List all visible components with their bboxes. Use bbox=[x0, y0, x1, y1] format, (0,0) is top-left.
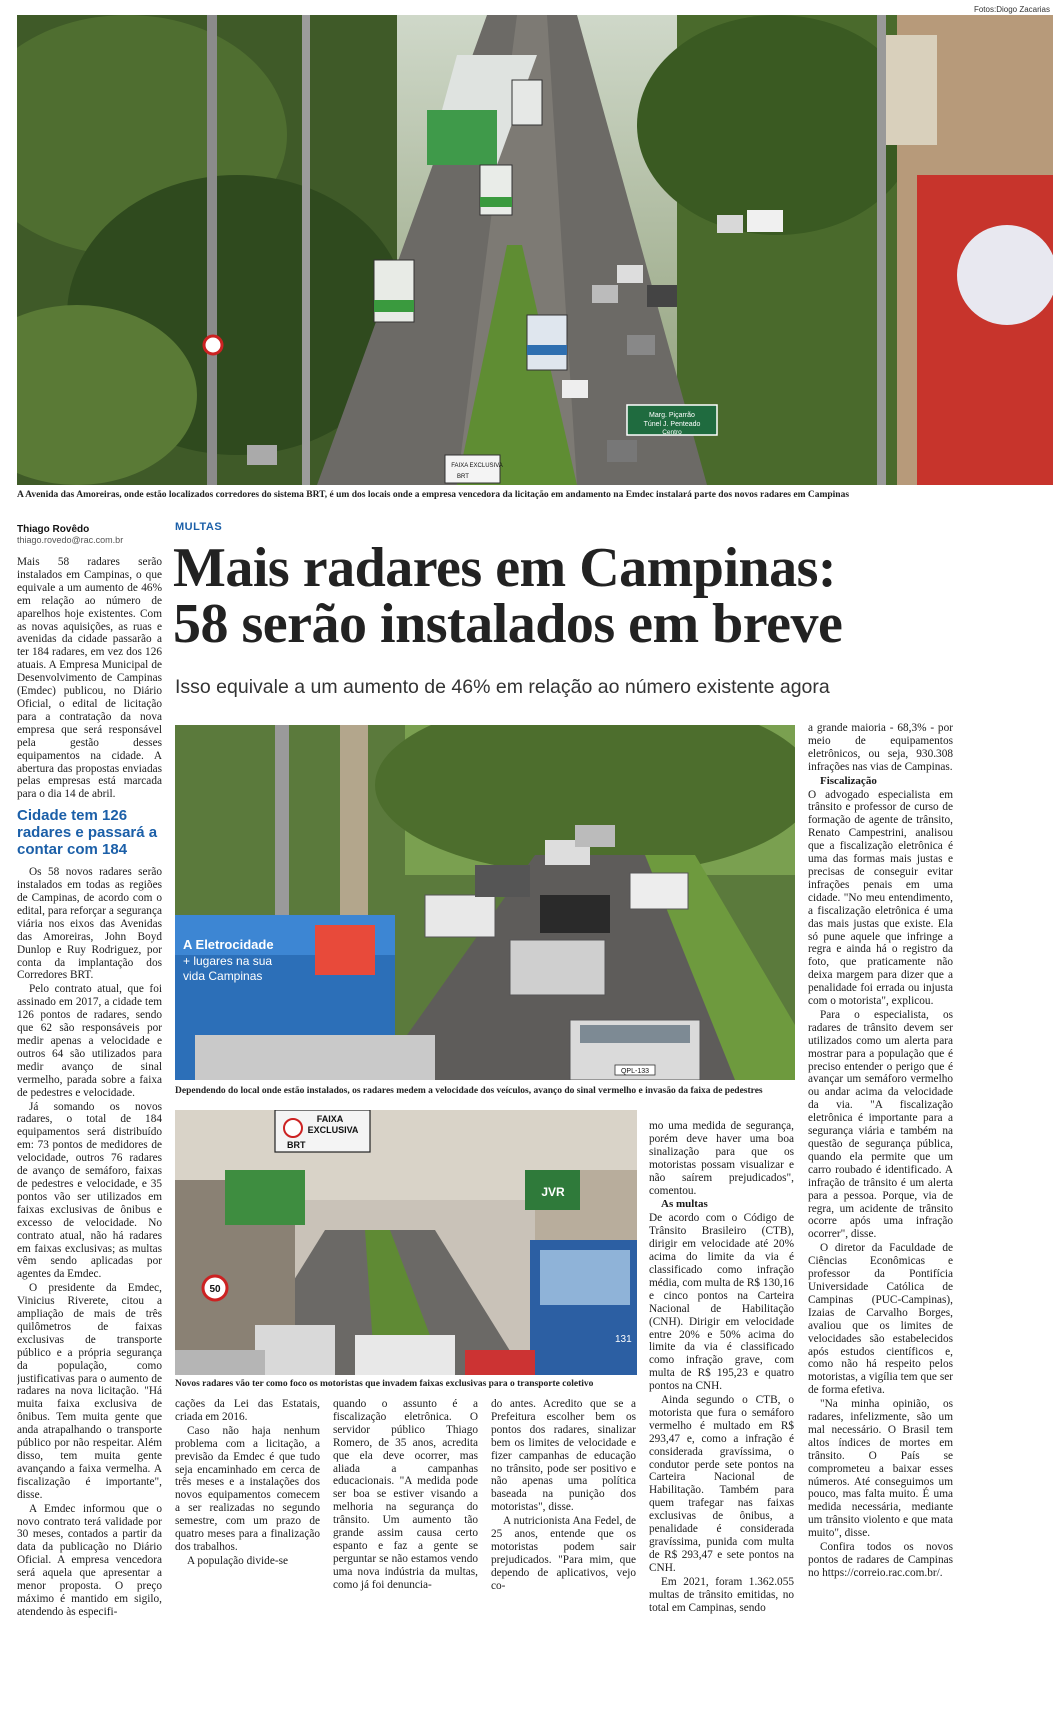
col1-paragraph: Mais 58 radares serão instalados em Campinas, o que equivale a um aumento de 46% em relação ao número de aparelhos hoje existentes. Com as novas aquisições, as ruas e avenidas da cidade passarão a ter 184 radares, em vez dos 126 atuais. A Empresa Municipal de Desenvolvimento de Campinas (Emdec) publicou, no Diário Oficial, o edital de licitação para a contratação da nova empresa que será responsável pela gestão desses equipamentos na cidade. A abertura das propostas enviadas pelas empresas está marcada para o dia 14 de abril. bbox=[17, 556, 162, 801]
article-column-4 bbox=[491, 1398, 636, 1716]
photo3-caption: Novos radares vão ter como foco os motoristas que invadem faixas exclusivas para o transporte coletivo bbox=[175, 1379, 594, 1389]
col1-paragraph: O presidente da Emdec, Vinicius Riverete, citou a ampliação de mais de três quilômetros de faixas exclusivas de transporte público e a própria segurança da população, como justificativas para o aumento de radares na nova licitação. "Há muita faixa exclusiva de ônibus. Tem muita gente que anda atrapalhando o transporte público por não respeitar. Além disso, tem muita gente avançando a faixa vermelha. A fiscalização é importante", disse. bbox=[17, 1282, 162, 1501]
headline-line-2: 58 serão instalados em breve bbox=[173, 593, 843, 655]
col6-paragraph: a grande maioria - 68,3% - por meio de equipamentos eletrônicos, ou seja, 930.308 infrações nas vias de Campinas. bbox=[808, 722, 953, 773]
bus-text-1: A Eletrocidade bbox=[183, 937, 274, 952]
col5-paragraph: mo uma medida de segurança, porém deve haver uma boa sinalização para que os motoristas possam visualizar e não saírem prejudicados", comentou. bbox=[649, 1120, 794, 1197]
author-block bbox=[17, 524, 167, 545]
car-plate: QPL-133 bbox=[620, 1068, 650, 1075]
col3-paragraph: quando o assunto é a fiscalização eletrônica. O servidor público Thiago Romero, de 35 anos, acredita que ela deve ocorrer, mas aliada a campanhas educacionais. "A medida pode ser boa se estiver visando a melhoria na segurança do trânsito. Um aumento tão grande assim causa certo espanto e faz a gente se perguntar se não estamos vendo uma nova indústria da multas, como já foi denuncia- bbox=[333, 1398, 478, 1591]
col6-paragraph: Para o especialista, os radares de trânsito devem ser utilizados como um alerta para mostrar para a população que é preciso entender o perigo que é avançar um semáforo vermelho ou andar acima da velocidade da via. "A fiscalização eletrônica é importante para a segurança viária e também na questão de segurança pública, quando ela permite que um carro roubado é identificado. A infração de trânsito é um alerta para a pessoa. Porque, via de regra, um acidente de trânsito ocorre após uma infração ocorrer", disse. bbox=[808, 1008, 953, 1241]
col2-paragraph: A população divide-se bbox=[187, 1554, 289, 1567]
photo-brt-lane bbox=[175, 1110, 637, 1375]
col6-paragraph: "Na minha opinião, os radares, infelizmente, são um mal necessário. O Brasil tem altos índices de mortes em trânsito. O País se comprometeu a baixar esses números. Até conseguimos um pouco, mas falta muito. É uma medida necessária, mediante um trânsito violento e que mata muito", disse. bbox=[808, 1398, 953, 1540]
bus-text-3: vida Campinas bbox=[183, 969, 263, 983]
sign-text-2: Túnel J. Penteado bbox=[643, 421, 701, 428]
col5-paragraph: Em 2021, foram 1.362.055 multas de trânsito emitidas, no total em Campinas, sendo bbox=[649, 1575, 794, 1614]
lane-sign-sub: BRT bbox=[457, 474, 469, 480]
col2-paragraph: cações da Lei das Estatais, criada em 2016. bbox=[175, 1398, 320, 1423]
sign-exclusiva: EXCLUSIVA bbox=[307, 1125, 359, 1135]
col4-paragraph: do antes. Acredito que se a Prefeitura escolher bem os pontos dos radares, sinalizar bem os limites de velocidade e fizer campanhas de educação no trânsito, pode ser positivo e não apenas uma política baseada na punição dos motoristas", disse. bbox=[491, 1398, 636, 1514]
bus-number: 131 bbox=[615, 1334, 632, 1345]
author-name: Thiago Rovêdo bbox=[17, 524, 90, 535]
col5-paragraph: De acordo com o Código de Trânsito Brasileiro (CTB), dirigir em velocidade até 20% acima do limite da via é classificado como infração média, com multa de R$ 130,16 e cinco pontos na Carteira Nacional de Habilitação (CNH). Dirigir em velocidade entre 20% e 50% acima do limite da via é classificado como infração grave, com multa de R$ 195,23 e quatro pontos na CNH. bbox=[649, 1212, 794, 1393]
article-column-2 bbox=[175, 1398, 320, 1716]
photo-credit: Fotos:Diogo Zacarias bbox=[973, 5, 1050, 14]
store-sign: JVR bbox=[541, 1185, 565, 1199]
headline bbox=[173, 537, 1053, 655]
kicker: MULTAS bbox=[175, 521, 223, 533]
sign-faixa: FAIXA bbox=[316, 1114, 344, 1124]
speed-limit-sign: 50 bbox=[209, 1284, 221, 1295]
col1-paragraph: A Emdec informou que o novo contrato terá validade por 30 meses, contados a partir da data da publicação no Diário Oficial. A empresa vencedora será aquela que apresentar a menor proposta. O preço máximo é mantido em sigilo, atendendo às especifi- bbox=[17, 1502, 162, 1618]
article-column-3 bbox=[333, 1398, 478, 1716]
article-column-1 bbox=[17, 556, 162, 1716]
col1-paragraph: Já somando os novos radares, o total de 184 equipamentos será distribuído em: 73 pontos de medidores de velocidade, outros 76 radares de avanço de semáforo, faixas de pedestres e velocidade, e 35 pontos vão ser utilizados em faixas exclusivas de ônibus e excesso de velocidade. No contrato atual, não há radares em faixas exclusivas; as multas vêm sendo aplicadas por agentes da Emdec. bbox=[17, 1100, 162, 1281]
sign-brt: BRT bbox=[287, 1140, 306, 1150]
photo-cars-avenue bbox=[175, 725, 795, 1080]
col6-paragraph: O diretor da Faculdade de Ciências Econômicas e professor da Pontifícia Universidade Católica de Campinas (PUC-Campinas), Izaias de Carvalho Borges, avaliou que os limites de velocidades são estabelecidos após estudos científicos e, como não há respeito pelos motoristas, a vigília tem que ser de forma efetiva. bbox=[808, 1242, 953, 1397]
sign-text-3: Centro bbox=[662, 429, 682, 436]
photo1-caption: A Avenida das Amoreiras, onde estão localizados corredores do sistema BRT, é um dos locais onde a empresa vencedora da licitação em andamento na Emdec instalará parte dos novos radares em Campinas bbox=[17, 490, 850, 500]
deck: Isso equivale a um aumento de 46% em relação ao número existente agora bbox=[175, 676, 830, 698]
photo2-caption: Dependendo do local onde estão instalados, os radares medem a velocidade dos veículos, avanço do sinal vermelho e invasão da faixa de pedestres bbox=[175, 1086, 763, 1096]
lane-sign-text: FAIXA EXCLUSIVA bbox=[451, 463, 503, 469]
col1-paragraph: Os 58 novos radares serão instalados em todas as regiões de Campinas, de acordo com o edital, para reforçar a segurança viária nos eixos das Avenidas das Amoreiras, John Boyd Dunlop e Ruy Rodriguez, por conta da implantação dos Corredores BRT. bbox=[17, 866, 162, 982]
col6-paragraph: Confira todos os novos pontos de radares de Campinas no https://correio.rac.com.br/. bbox=[808, 1541, 953, 1579]
bus-text-2: + lugares na sua bbox=[183, 954, 273, 968]
col5-paragraph: Ainda segundo o CTB, o motorista que fura o semáforo vermelho é multado em R$ 293,47 e, como a infração é considerada gravíssima, o condutor perde sete pontos na Carteira Nacional de Habilitação. Também para quem trafegar nas faixas exclusivas de ônibus, a penalidade é considerada gravíssima, punida com multa de R$ 293,47 e sete pontos na CNH. bbox=[649, 1394, 794, 1574]
col2-paragraph: Caso não haja nenhum problema com a licitação, a previsão da Emdec é que tudo seja encaminhado em cerca de três meses e a instalações dos novos equipamentos comecem a ser realizadas no segundo semestre, com um prazo de quatro meses para a finalização dos trabalhos. bbox=[175, 1424, 320, 1553]
section-subhead: Cidade tem 126 radares e passará a contar com 184 bbox=[17, 807, 158, 859]
sign-text-1: Marg. Piçarrão bbox=[649, 412, 695, 419]
minihead-fiscalizacao: Fiscalização bbox=[820, 774, 877, 787]
col1-paragraph: Pelo contrato atual, que foi assinado em 2017, a cidade tem 126 pontos de radares, sendo que 62 são responsáveis por medir apenas a velocidade e outros 64 são utilizados para medir avanço de sinal vermelho, parada sobre a faixa de pedestres e velocidade. bbox=[17, 983, 162, 1099]
article-column-6 bbox=[808, 722, 953, 1716]
author-email: thiago.rovedo@rac.com.br bbox=[17, 535, 124, 545]
col6-paragraph: O advogado especialista em trânsito e professor de curso de formação de agente de trânsito, Renato Campestrini, analisou que a fiscalização eletrônica é uma das formas mais justas e precisas de conseguir evitar infrações penais em uma cidade. "No meu entendimento, a fiscalização eletrônica é uma das mais justas que existe. Ela só pune aquele que infringe a regra e ainda há o registro da foto, que praticamente não deixa margem para dizer que a penalidade foi errada ou injusta com o motorista", explicou. bbox=[808, 788, 953, 1008]
article-column-5 bbox=[649, 1120, 794, 1716]
main-photo-amoreiras bbox=[17, 15, 1053, 485]
headline-line-1: Mais radares em Campinas: bbox=[173, 537, 837, 599]
col4-paragraph: A nutricionista Ana Fedel, de 25 anos, entende que os motoristas podem sair prejudicados. "Para mim, que dependo de aplicativos, vejo co- bbox=[491, 1515, 636, 1592]
minihead-multas: As multas bbox=[661, 1198, 708, 1211]
